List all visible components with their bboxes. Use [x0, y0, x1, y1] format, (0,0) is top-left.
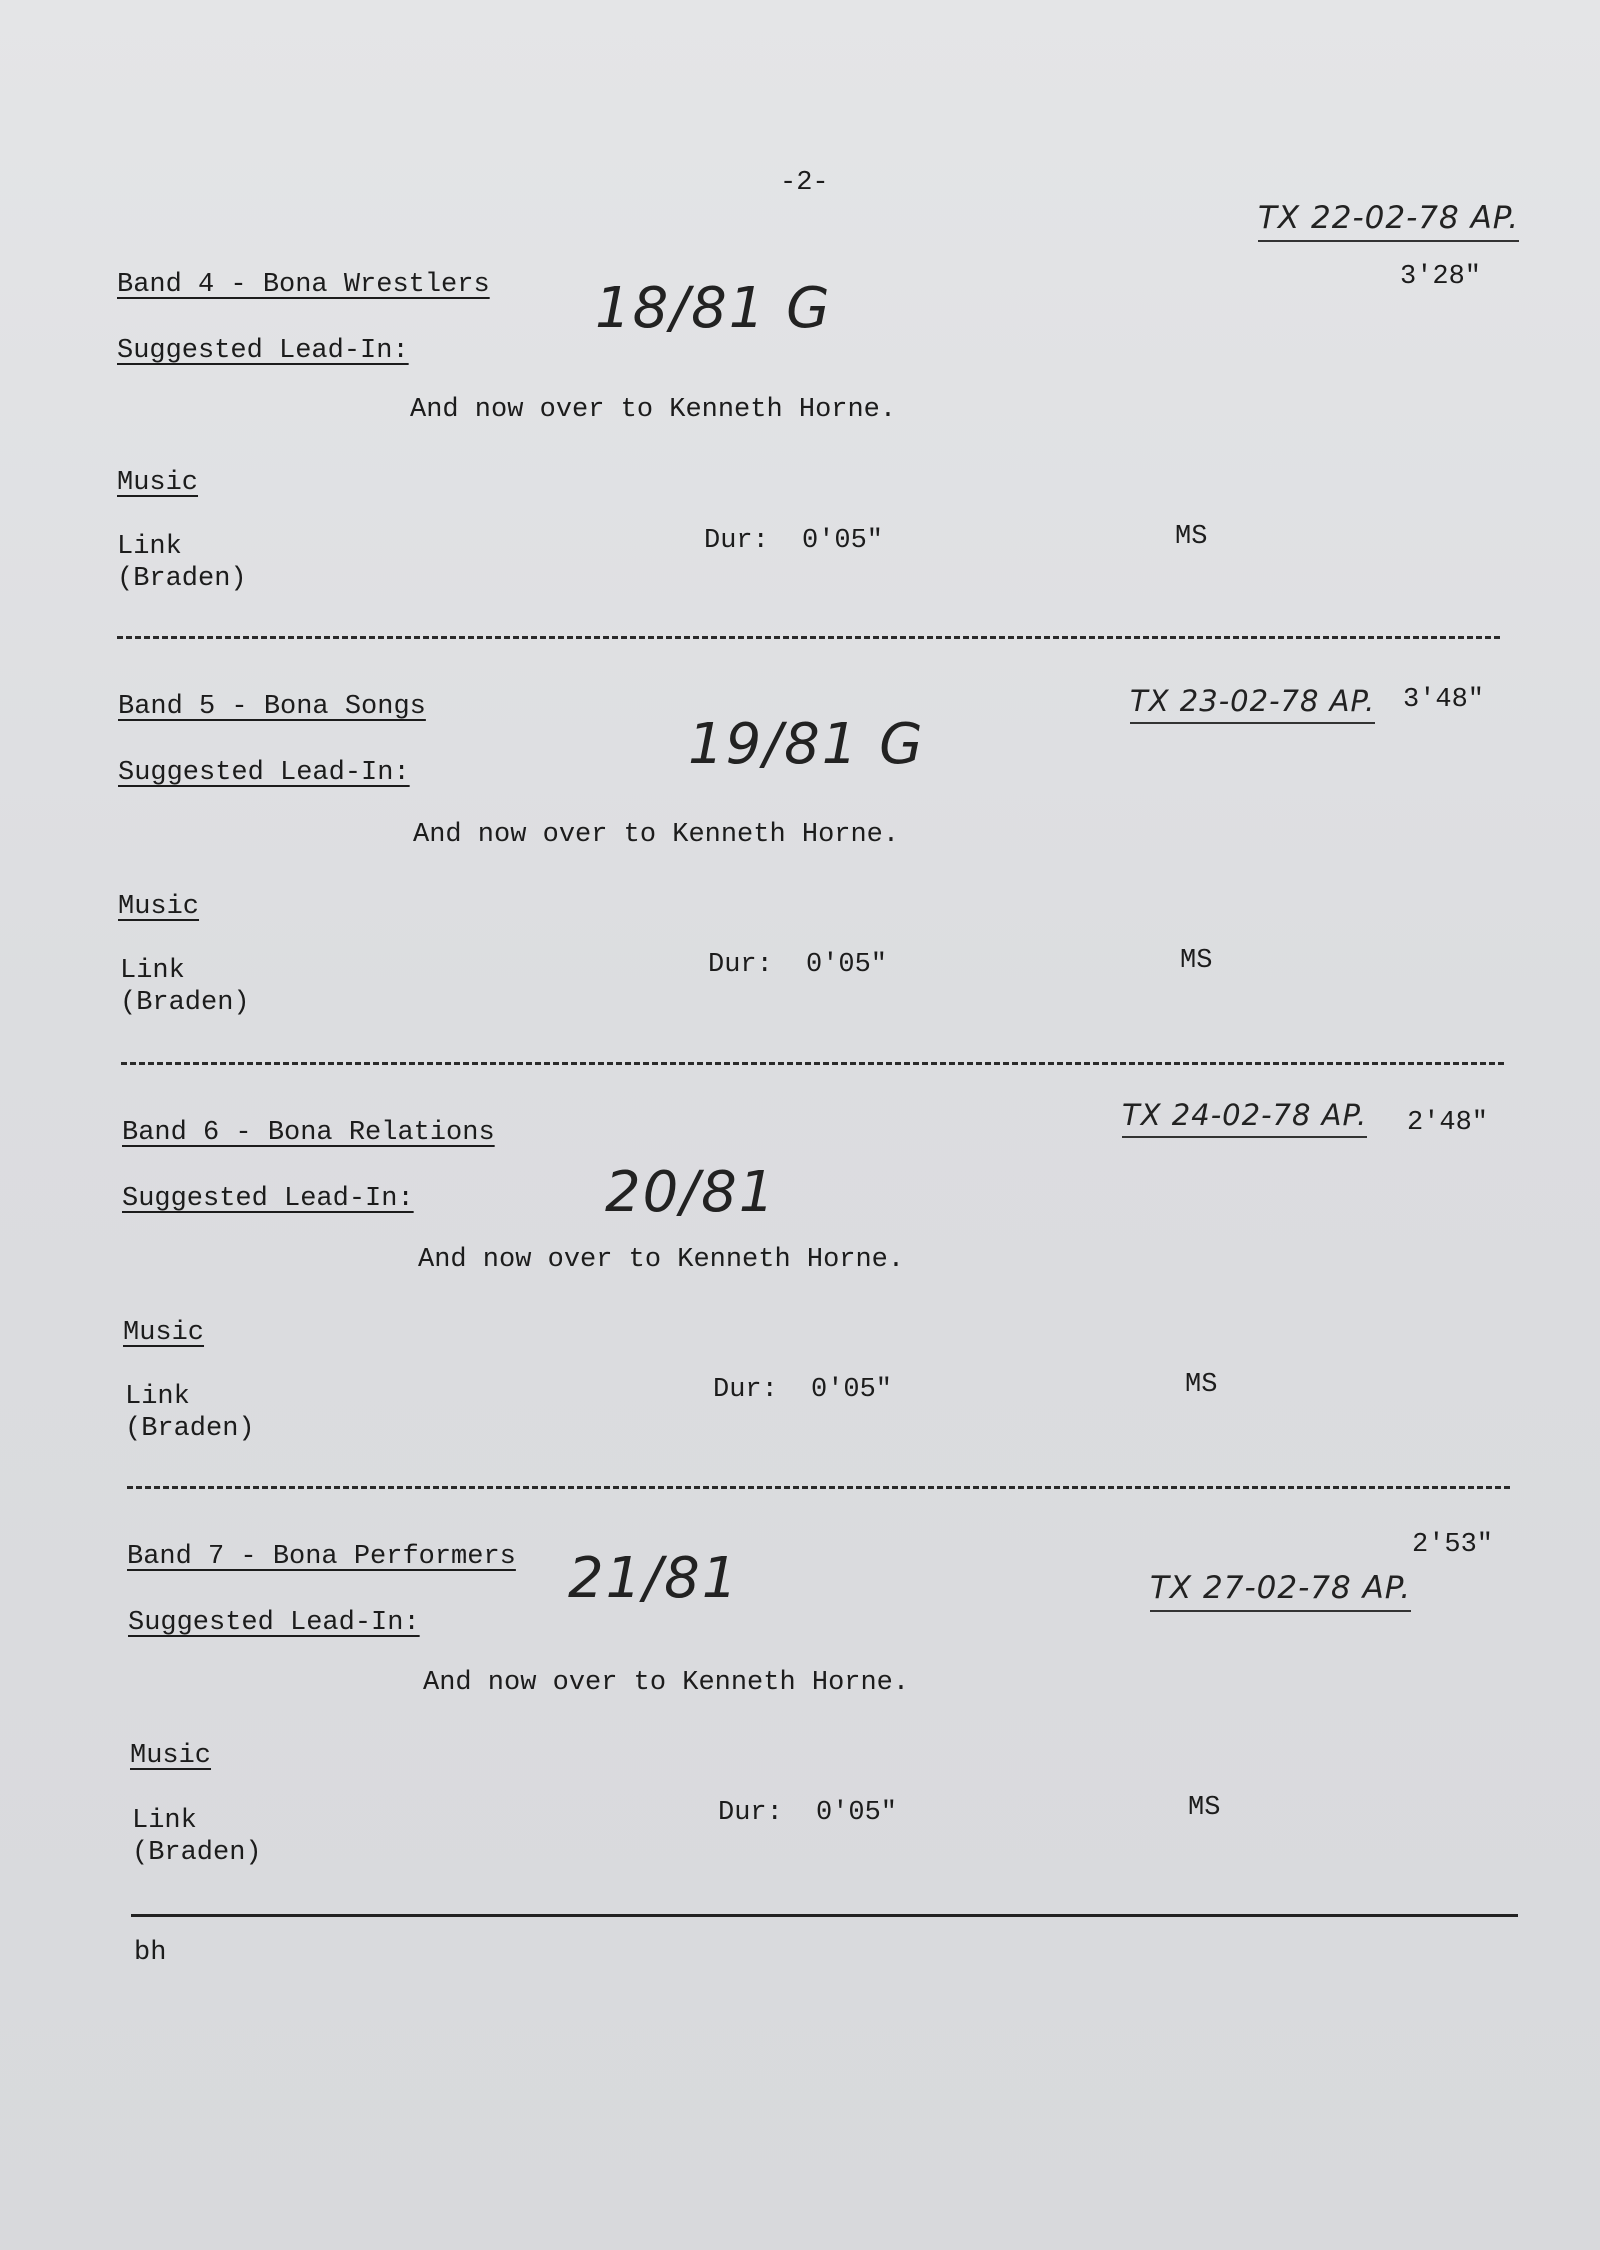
- link-label: Link: [120, 956, 185, 986]
- dur-label: Dur:: [704, 526, 769, 556]
- dur-label: Dur:: [708, 950, 773, 980]
- dur-value: 0'05": [811, 1375, 893, 1405]
- dur-label: Dur:: [718, 1798, 783, 1828]
- music-label: Music: [118, 892, 200, 922]
- ms-initials: MS: [1175, 522, 1208, 552]
- tx-note: TX 24-02-78 AP.: [1122, 1098, 1367, 1138]
- lead-in-label: Suggested Lead-In:: [128, 1608, 420, 1638]
- lead-in-text: And now over to Kenneth Horne.: [413, 820, 900, 850]
- link-speaker: (Braden): [117, 564, 247, 594]
- section-divider: [117, 636, 1500, 639]
- dur-value: 0'05": [802, 526, 884, 556]
- band-title: Band 5 - Bona Songs: [118, 692, 426, 722]
- lead-in-text: And now over to Kenneth Horne.: [418, 1245, 905, 1275]
- section-divider: [121, 1062, 1504, 1065]
- dur-value: 0'05": [816, 1798, 898, 1828]
- tx-note: TX 27-02-78 AP.: [1150, 1570, 1411, 1612]
- tx-note: TX 22-02-78 AP.: [1258, 200, 1519, 242]
- music-label: Music: [117, 468, 199, 498]
- band-title: Band 6 - Bona Relations: [122, 1118, 495, 1148]
- link-label: Link: [125, 1382, 190, 1412]
- band-title: Band 4 - Bona Wrestlers: [117, 270, 490, 300]
- band-title: Band 7 - Bona Performers: [127, 1542, 516, 1572]
- tx-note: TX 23-02-78 AP.: [1130, 684, 1375, 724]
- handwritten-catalog-number: 21/81: [568, 1546, 740, 1611]
- link-label: Link: [117, 532, 182, 562]
- band-duration: 2'48": [1407, 1108, 1489, 1138]
- ms-initials: MS: [1188, 1793, 1221, 1823]
- ms-initials: MS: [1185, 1370, 1218, 1400]
- section-divider: [127, 1486, 1510, 1489]
- link-speaker: (Braden): [125, 1414, 255, 1444]
- link-speaker: (Braden): [132, 1838, 262, 1868]
- music-label: Music: [130, 1741, 212, 1771]
- lead-in-label: Suggested Lead-In:: [117, 336, 409, 366]
- dur-value: 0'05": [806, 950, 888, 980]
- link-label: Link: [132, 1806, 197, 1836]
- handwritten-catalog-number: 18/81 G: [595, 276, 832, 341]
- music-label: Music: [123, 1318, 205, 1348]
- lead-in-text: And now over to Kenneth Horne.: [423, 1668, 910, 1698]
- band-duration: 3'48": [1403, 685, 1485, 715]
- end-rule: [131, 1914, 1518, 1917]
- lead-in-label: Suggested Lead-In:: [118, 758, 410, 788]
- link-speaker: (Braden): [120, 988, 250, 1018]
- handwritten-catalog-number: 19/81 G: [688, 712, 925, 777]
- lead-in-text: And now over to Kenneth Horne.: [410, 395, 897, 425]
- band-duration: 3'28": [1400, 262, 1482, 292]
- lead-in-label: Suggested Lead-In:: [122, 1184, 414, 1214]
- band-duration: 2'53": [1412, 1530, 1494, 1560]
- ms-initials: MS: [1180, 946, 1213, 976]
- dur-label: Dur:: [713, 1375, 778, 1405]
- footer-initials: bh: [134, 1938, 167, 1968]
- page-number: -2-: [780, 168, 829, 198]
- handwritten-catalog-number: 20/81: [605, 1160, 777, 1225]
